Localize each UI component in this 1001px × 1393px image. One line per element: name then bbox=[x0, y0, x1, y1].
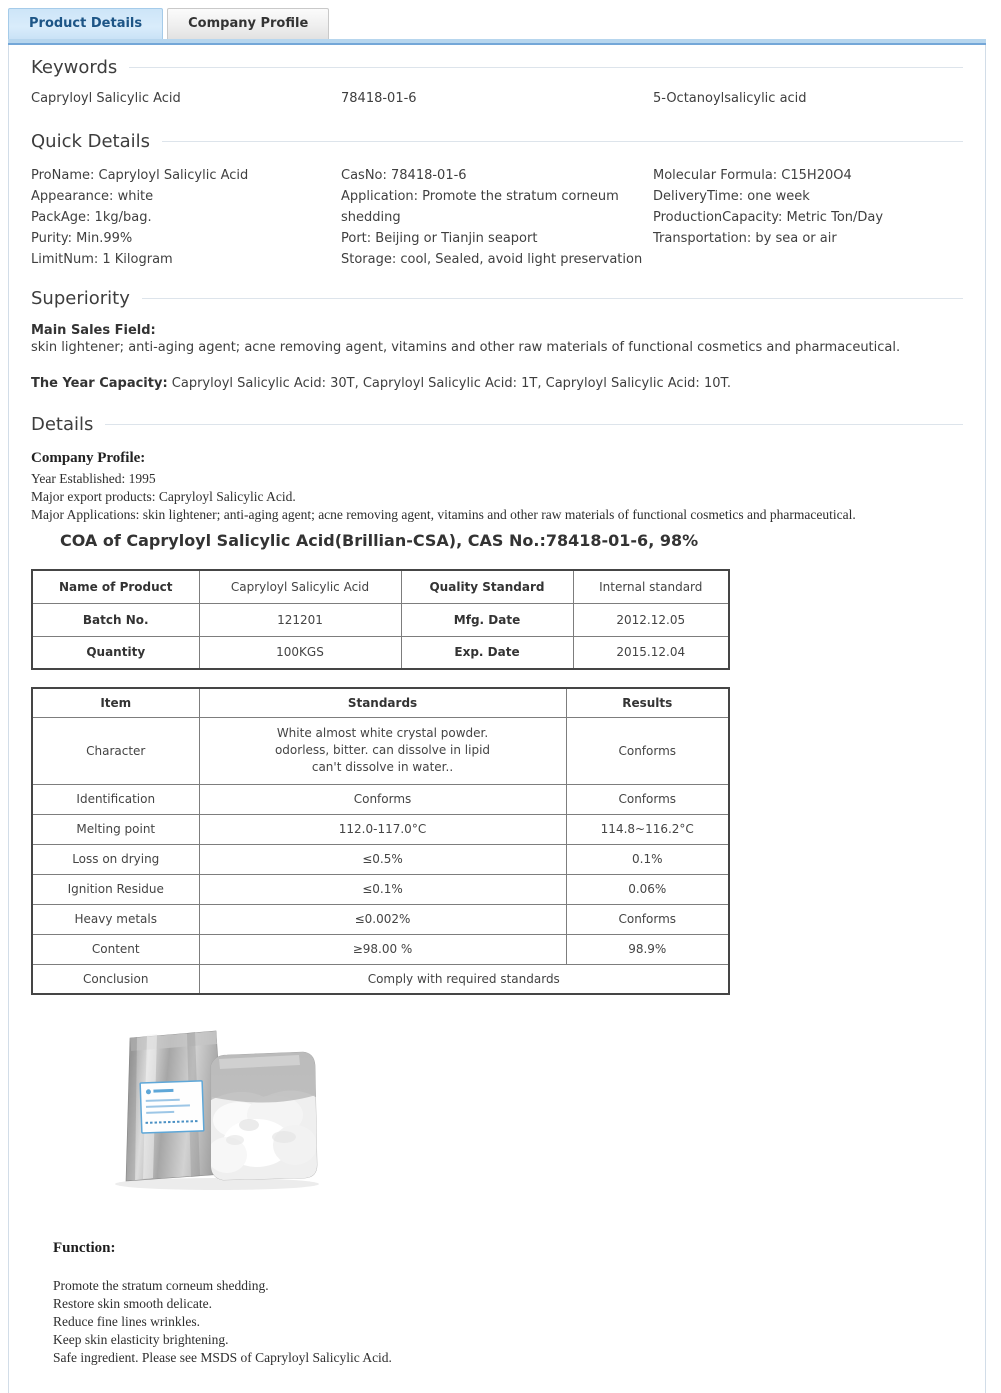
quick-detail-deliverytime: DeliveryTime: one week bbox=[653, 189, 810, 204]
cell-quantity-label: Quantity bbox=[32, 636, 199, 669]
cell-standards: ≥98.00 % bbox=[199, 934, 566, 964]
cell-result: 98.9% bbox=[566, 934, 729, 964]
year-capacity-label: The Year Capacity: bbox=[31, 376, 168, 391]
cell-result: 0.06% bbox=[566, 874, 729, 904]
table-row-character bbox=[32, 717, 729, 784]
quick-detail-productioncapacity: ProductionCapacity: Metric Ton/Day bbox=[653, 210, 884, 225]
superiority-title: Superiority bbox=[31, 288, 130, 309]
coa-standards-table bbox=[31, 687, 730, 995]
quick-detail-package: PackAge: 1kg/bag. bbox=[31, 210, 152, 225]
cell-conclusion-value: Comply with required standards bbox=[199, 964, 729, 994]
quick-details-title: Quick Details bbox=[31, 131, 151, 152]
tab-bar bbox=[0, 0, 1001, 39]
quick-detail-purity: Purity: Min.99% bbox=[31, 231, 133, 246]
cell-item: Conclusion bbox=[32, 964, 199, 994]
main-sales-field-label: Main Sales Field: bbox=[31, 323, 156, 338]
cell-result: Conforms bbox=[566, 784, 729, 814]
cell-result: Conforms bbox=[566, 904, 729, 934]
cell-result: 0.1% bbox=[566, 844, 729, 874]
company-profile-label: Company Profile: bbox=[31, 450, 146, 466]
year-capacity-line bbox=[31, 375, 963, 392]
tab-company-profile[interactable]: Company Profile bbox=[167, 8, 329, 39]
cell-exp-date-label: Exp. Date bbox=[401, 636, 573, 669]
quick-details-section-heading bbox=[31, 131, 963, 152]
cell-standards: 112.0-117.0°C bbox=[199, 814, 566, 844]
details-title: Details bbox=[31, 414, 94, 435]
year-capacity-text: Capryloyl Salicylic Acid: 30T, Capryloyl Salicylic Acid: 1T, Capryloyl Salicylic Acid: 10T. bbox=[167, 376, 732, 391]
main-sales-field-text: skin lightener; anti-aging agent; acne removing agent, vitamins and other raw materials of functional cosmetics and pharmaceutical. bbox=[31, 340, 901, 355]
quick-detail-proname: ProName: Capryloyl Salicylic Acid bbox=[31, 168, 249, 183]
packaging-bags-illustration bbox=[99, 1025, 321, 1193]
quick-details-col-3 bbox=[653, 165, 963, 270]
cell-name-of-product-label: Name of Product bbox=[32, 570, 199, 603]
quick-detail-limitnum: LimitNum: 1 Kilogram bbox=[31, 252, 173, 267]
cell-product-name-value: Capryloyl Salicylic Acid bbox=[199, 570, 401, 603]
cell-result: Conforms bbox=[566, 717, 729, 784]
keywords-title: Keywords bbox=[31, 57, 118, 78]
superiority-block bbox=[31, 322, 963, 392]
keywords-section-heading bbox=[31, 57, 963, 78]
superiority-section-heading bbox=[31, 288, 963, 309]
table-row bbox=[32, 636, 729, 669]
keyword-item: 5-Octanoylsalicylic acid bbox=[653, 91, 807, 106]
quick-detail-casno: CasNo: 78418-01-6 bbox=[341, 168, 467, 183]
table-row-ignition-residue bbox=[32, 874, 729, 904]
cell-standards: ≤0.002% bbox=[199, 904, 566, 934]
company-profile-line: Major Applications: skin lightener; anti-aging agent; acne removing agent, vitamins and other raw materials of functional cosmetics and pharmaceutical. bbox=[31, 507, 856, 522]
function-line: Reduce fine lines wrinkles. bbox=[53, 1314, 200, 1329]
cell-standards: Conforms bbox=[199, 784, 566, 814]
cell-item: Loss on drying bbox=[32, 844, 199, 874]
cell-mfg-date-value: 2012.12.05 bbox=[573, 603, 729, 636]
cell-result: 114.8~116.2°C bbox=[566, 814, 729, 844]
quick-detail-port: Port: Beijing or Tianjin seaport bbox=[341, 231, 538, 246]
table-row-conclusion bbox=[32, 964, 729, 994]
cell-batch-no-label: Batch No. bbox=[32, 603, 199, 636]
product-info-table bbox=[31, 569, 730, 670]
header-results: Results bbox=[566, 688, 729, 717]
details-section-heading bbox=[31, 414, 963, 435]
cell-item: Heavy metals bbox=[32, 904, 199, 934]
cell-item: Melting point bbox=[32, 814, 199, 844]
standards-line: odorless, bitter. can dissolve in lipid bbox=[274, 743, 491, 757]
company-profile-line: Major export products: Capryloyl Salicylic Acid. bbox=[31, 489, 296, 504]
table-row-heavy-metals bbox=[32, 904, 729, 934]
cell-quality-standard-label: Quality Standard bbox=[401, 570, 573, 603]
table-row bbox=[32, 603, 729, 636]
quick-detail-application: Application: Promote the stratum corneum shedding bbox=[341, 189, 619, 225]
cell-standards bbox=[199, 717, 566, 784]
cell-quality-standard-value: Internal standard bbox=[573, 570, 729, 603]
quick-detail-molecular-formula: Molecular Formula: C15H20O4 bbox=[653, 168, 852, 183]
quick-detail-appearance: Appearance: white bbox=[31, 189, 154, 204]
cell-mfg-date-label: Mfg. Date bbox=[401, 603, 573, 636]
keyword-item: Capryloyl Salicylic Acid bbox=[31, 91, 181, 106]
tab-product-details[interactable]: Product Details bbox=[8, 8, 163, 39]
function-line: Restore skin smooth delicate. bbox=[53, 1296, 212, 1311]
product-photo bbox=[99, 1025, 321, 1193]
table-row-content bbox=[32, 934, 729, 964]
quick-detail-transportation: Transportation: by sea or air bbox=[653, 231, 837, 246]
header-item: Item bbox=[32, 688, 199, 717]
cell-exp-date-value: 2015.12.04 bbox=[573, 636, 729, 669]
coa-heading: COA of Capryloyl Salicylic Acid(Brillian-CSA), CAS No.:78418-01-6, 98% bbox=[60, 531, 699, 550]
table-row bbox=[32, 570, 729, 603]
heading-rule bbox=[129, 67, 963, 68]
cell-batch-no-value: 121201 bbox=[199, 603, 401, 636]
function-lines bbox=[53, 1277, 963, 1367]
cell-item: Ignition Residue bbox=[32, 874, 199, 904]
heading-rule bbox=[142, 298, 963, 299]
cell-item: Identification bbox=[32, 784, 199, 814]
standards-line: can't dissolve in water.. bbox=[311, 760, 454, 774]
product-details-panel bbox=[8, 45, 986, 1393]
table-row-loss-on-drying bbox=[32, 844, 729, 874]
function-line: Promote the stratum corneum shedding. bbox=[53, 1278, 269, 1293]
heading-rule bbox=[162, 141, 963, 142]
keyword-item: 78418-01-6 bbox=[341, 91, 417, 106]
company-profile-block bbox=[31, 448, 963, 524]
quick-details-col-2 bbox=[341, 165, 653, 270]
cell-item: Content bbox=[32, 934, 199, 964]
function-section bbox=[53, 1239, 963, 1367]
cell-quantity-value: 100KGS bbox=[199, 636, 401, 669]
function-heading: Function: bbox=[53, 1240, 116, 1256]
header-standards: Standards bbox=[199, 688, 566, 717]
function-line: Safe ingredient. Please see MSDS of Capryloyl Salicylic Acid. bbox=[53, 1350, 392, 1365]
cell-item: Character bbox=[32, 717, 199, 784]
standards-line: White almost white crystal powder. bbox=[276, 726, 489, 740]
quick-details-col-1 bbox=[31, 165, 341, 270]
table-row-melting-point bbox=[32, 814, 729, 844]
quick-details-grid bbox=[31, 165, 963, 270]
company-profile-line: Year Established: 1995 bbox=[31, 471, 156, 486]
heading-rule bbox=[105, 424, 963, 425]
cell-standards: ≤0.1% bbox=[199, 874, 566, 904]
function-line: Keep skin elasticity brightening. bbox=[53, 1332, 229, 1347]
table-header-row bbox=[32, 688, 729, 717]
keywords-row bbox=[31, 91, 963, 106]
cell-standards: ≤0.5% bbox=[199, 844, 566, 874]
table-row-identification bbox=[32, 784, 729, 814]
quick-detail-storage: Storage: cool, Sealed, avoid light preservation bbox=[341, 252, 643, 267]
